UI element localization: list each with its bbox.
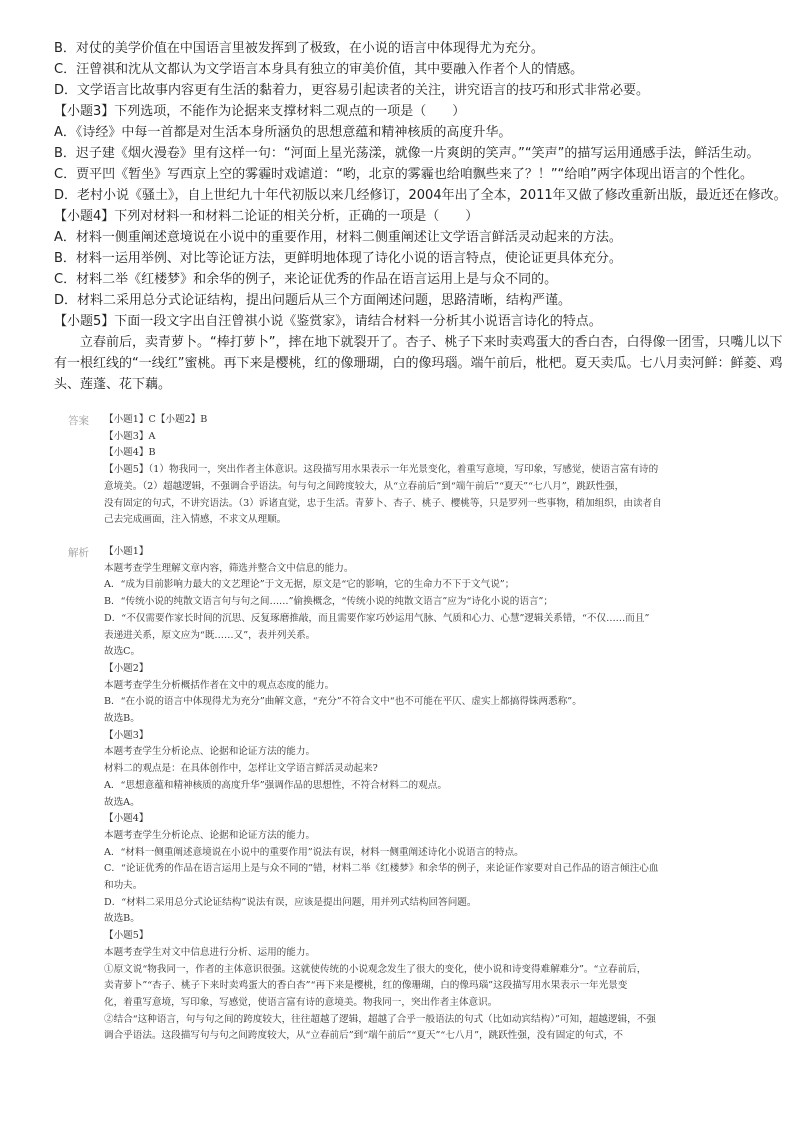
analysis-line: A．“思想意蕴和精神核质的高度升华”强调作品的思想性，不符合材料二的观点。 <box>104 779 447 791</box>
analysis-line: 材料二的观点是：在具体创作中，怎样让文学语言鲜活灵动起来? <box>104 763 378 775</box>
analysis-label: 解析 <box>68 547 89 559</box>
analysis-line: A．“成为目前影响力最大的文艺理论”于文无据，原文是“它的影响，它的生命力不下于文气说”； <box>104 579 515 591</box>
analysis-section <box>0 544 794 1045</box>
analysis-line: A．“材料一侧重阐述意境说在小说中的重要作用”说法有误，材料一侧重阐述诗化小说语言的特点。 <box>104 846 524 858</box>
answer-line: 没有固定的句式，不讲究语法。（3）诉诸直觉，忠于生活。青萝卜、杏子、桃子、樱桃等，只是罗列一些事物，稍加组织，由读者自 <box>104 497 662 509</box>
answer-line: 【小题3】A <box>104 430 156 442</box>
question-stem: 【小题3】下列选项，不能作为论据来支撑材料二观点的一项是（ ） <box>54 104 466 119</box>
answer-line: 【小题5】（1）物我同一，突出作者主体意识。这段描写用水果表示一年光景变化，着重写意境，写印象，写感觉，使语言富有诗的 <box>104 464 659 476</box>
analysis-line: 表递进关系，原文应为“既……又”，表并列关系。 <box>104 629 316 641</box>
answer-section <box>0 412 794 529</box>
analysis-line: 【小题1】 <box>104 546 149 557</box>
analysis-line: 本题考查学生分析概括作者在文中的观点态度的能力。 <box>104 679 335 691</box>
answer-line: 己去完成画面，注入情感，不求文从理顺。 <box>104 514 287 526</box>
analysis-line: 故选C。 <box>104 646 141 658</box>
passage-line: 有一根红线的“一线红”蜜桃。再下来是樱桃，红的像珊瑚，白的像玛瑙。端午前后，枇杷。夏天卖瓜。七八月卖河鲜：鲜菱、鸡 <box>54 356 783 371</box>
analysis-line: B．“在小说的语言中体现得尤为充分”曲解文意，“充分”不符合文中“也不可能在平仄、虚实上都搞得铢两悉称”。 <box>104 696 582 708</box>
passage-line: 立春前后，卖青萝卜。“棒打萝卜”，摔在地下就裂开了。杏子、桃子下来时卖鸡蛋大的香白杏，白得像一团雪，只嘴儿以下 <box>80 335 783 350</box>
analysis-line: 本题考查学生对文中信息进行分析、运用的能力。 <box>104 946 316 958</box>
analysis-line: D．“不仅需要作家长时间的沉思、反复琢磨推敲，而且需要作家巧妙运用气脉、气质和心力、心慧”逻辑关系错，“不仅……而且” <box>104 612 650 624</box>
analysis-line: 【小题5】 <box>104 930 149 942</box>
option-line: C．材料二举《红楼梦》和余华的例子，来论证优秀的作品在语言运用上是与众不同的。 <box>54 272 558 287</box>
question-stem: 【小题5】下面一段文字出自汪曾祺小说《鉴赏家》，请结合材料一分析其小说语言诗化的特点。 <box>54 314 602 329</box>
analysis-line: 和功夫。 <box>104 880 143 892</box>
analysis-line: D．“材料二采用总分式论证结构”说法有误，应该是提出问题，用并列式结构回答问题。 <box>104 896 477 908</box>
option-line: C．汪曾祺和沈从文都认为文学语言本身具有独立的审美价值，其中要融入作者个人的情感。 <box>54 62 584 77</box>
analysis-line: 化，着重写意境，写印象，写感觉，使语言富有诗的意境美。物我同一，突出作者主体意识。 <box>104 996 498 1008</box>
option-line: B．材料一运用举例、对比等论证方法，更鲜明地体现了诗化小说的语言特点，使论证更具体充分。 <box>54 251 622 266</box>
question-stem: 【小题4】下列对材料一和材料二论证的相关分析，正确的一项是（ ） <box>54 209 479 224</box>
option-line: A．《诗经》中每一首都是对生活本身所涵负的思想意蕴和精神核质的高度升华。 <box>54 125 512 140</box>
analysis-line: ①原文说“物我同一，作者的主体意识很强。这就使传统的小说观念发生了很大的变化，使小说和诗变得难解难分”。“立春前后， <box>104 963 647 975</box>
analysis-line: 故选B。 <box>104 913 140 925</box>
analysis-line: 本题考查学生理解文章内容，筛选并整合文中信息的能力。 <box>104 562 354 574</box>
answer-line: 意境美。（2）超越逻辑，不强调合乎语法。句与句之间跨度较大，从“立春前后”到“端午前后”“夏天”“七八月”，跳跃性强， <box>104 480 625 492</box>
analysis-line: ②结合“这种语言，句与句之间的跨度较大，往往超越了逻辑，超越了合乎一般语法的句式（比如动宾结构）”可知，超越逻辑，不强 <box>104 1013 656 1025</box>
answer-label: 答案 <box>68 415 89 427</box>
answer-line: 【小题4】B <box>104 447 156 459</box>
option-line: C．贾平凹《暂坐》写西京上空的雾霾时戏谑道：“哟，北京的雾霾也给咱飘些来了？！”“给咱”两字体现出语言的个性化。 <box>54 167 754 182</box>
analysis-line: C．“论证优秀的作品在语言运用上是与众不同的”错，材料二举《红楼梦》和余华的例子，来论证作家要对自己作品的语言倾注心血 <box>104 863 659 875</box>
option-line: B．迟子建《烟火漫卷》里有这样一句：“河面上星光荡漾，就像一片爽朗的笑声。”“笑声”的描写运用通感手法，鲜活生动。 <box>54 146 760 161</box>
question-section <box>0 38 794 395</box>
option-line: A．材料一侧重阐述意境说在小说中的重要作用，材料二侧重阐述让文学语言鲜活灵动起来的方法。 <box>54 230 622 245</box>
analysis-line: 本题考查学生分析论点、论据和论证方法的能力。 <box>104 829 316 841</box>
option-line: D．材料二采用总分式论证结构，提出问题后从三个方面阐述问题，思路清晰，结构严谨。 <box>54 293 572 308</box>
answer-line: 【小题1】C【小题2】B <box>104 414 208 425</box>
passage-line: 头、莲蓬、花下藕。 <box>54 377 172 392</box>
analysis-line: 调合乎语法。这段描写句与句之间跨度较大，从“立春前后”到“端午前后”“夏天”“七八月”，跳跃性强，没有固定的句式，不 <box>104 1030 623 1042</box>
analysis-line: 【小题2】 <box>104 662 149 674</box>
analysis-line: 故选A。 <box>104 796 140 808</box>
analysis-line: B．“传统小说的纯散文语言句与句之间……”偷换概念，“传统小说的纯散文语言”应为“诗化小说的语言”； <box>104 596 554 608</box>
analysis-line: 【小题3】 <box>104 729 149 741</box>
analysis-line: 【小题4】 <box>104 813 149 825</box>
option-line: D．文学语言比故事内容更有生活的黏着力，更容易引起读者的关注，讲究语言的技巧和形式非常必要。 <box>54 83 650 98</box>
option-line: D．老村小说《骚土》，自上世纪九十年代初版以来几经修订，2004年出了全本，2011年又做了修改重新出版，最近还在修改。 <box>54 188 787 203</box>
analysis-line: 卖青萝卜”“杏子、桃子下来时卖鸡蛋大的香白杏”“再下来是樱桃，红的像珊瑚，白的像玛瑙”这段描写用水果表示一年光景变 <box>104 980 628 992</box>
option-line: B．对仗的美学价值在中国语言里被发挥到了极致，在小说的语言中体现得尤为充分。 <box>54 41 544 56</box>
analysis-line: 故选B。 <box>104 713 140 725</box>
analysis-line: 本题考查学生分析论点、论据和论证方法的能力。 <box>104 746 316 758</box>
